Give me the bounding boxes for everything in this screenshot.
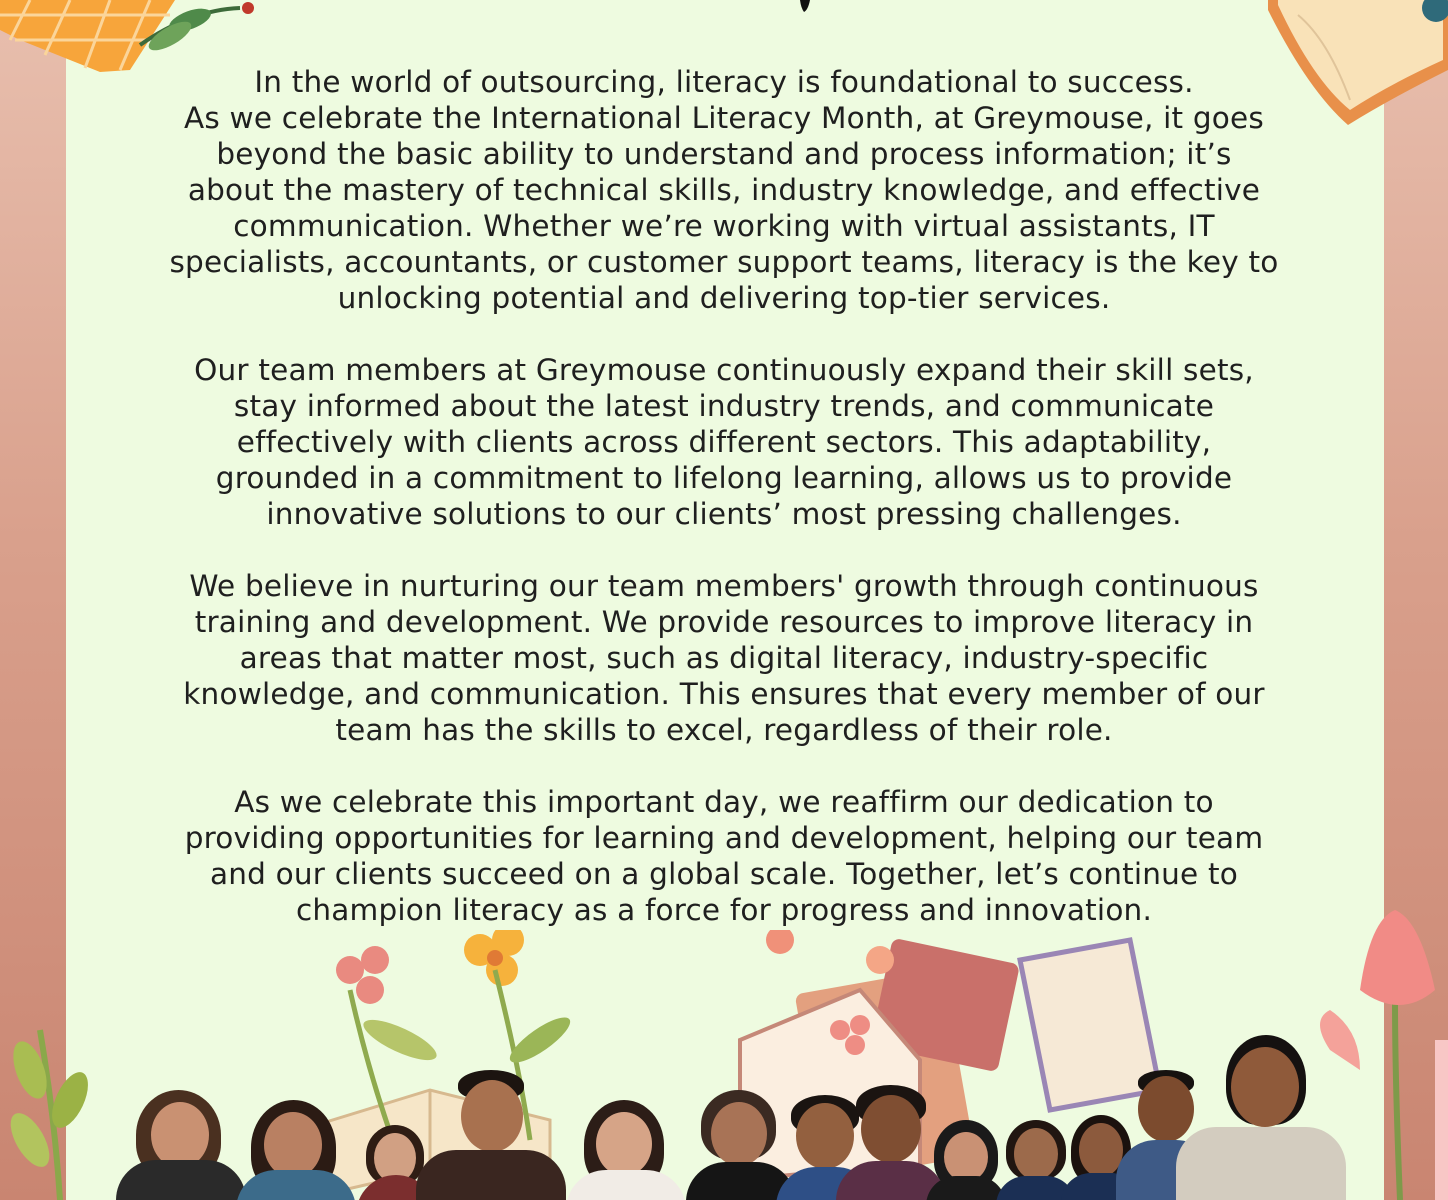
team-photo: [66, 930, 1384, 1200]
text-line: unlocking potential and delivering top-tier services.: [337, 281, 1111, 315]
text-line: effectively with clients across different sectors. This adaptability,: [236, 425, 1212, 459]
team-member: [926, 1120, 1006, 1200]
text-line: about the mastery of technical skills, industry knowledge, and effective: [187, 173, 1261, 207]
text-line: specialists, accountants, or customer support teams, literacy is the key to: [169, 245, 1279, 279]
text-line: As we celebrate this important day, we reaffirm our dedication to: [234, 785, 1214, 819]
text-line: stay informed about the latest industry trends, and communicate: [233, 389, 1215, 423]
paragraph-3: [110, 568, 1338, 748]
text-line: knowledge, and communication. This ensures that every member of our: [183, 677, 1265, 711]
paragraph-4: [110, 784, 1338, 928]
team-member: [1176, 1035, 1346, 1200]
text-line: champion literacy as a force for progress and innovation.: [295, 893, 1153, 927]
text-line: innovative solutions to our clients’ most pressing challenges.: [266, 497, 1182, 531]
team-member: [236, 1100, 356, 1200]
text-line: Our team members at Greymouse continuously expand their skill sets,: [194, 353, 1254, 387]
team-member: [566, 1100, 686, 1200]
text-line: beyond the basic ability to understand and process information; it’s: [216, 137, 1232, 171]
paragraph-1: [110, 64, 1338, 316]
team-member: [416, 1070, 566, 1200]
text-line: As we celebrate the International Literacy Month, at Greymouse, it goes: [184, 101, 1264, 135]
text-line: We believe in nurturing our team members' growth through continuous: [189, 569, 1259, 603]
text-line: communication. Whether we’re working with virtual assistants, IT: [233, 209, 1215, 243]
text-line: grounded in a commitment to lifelong learning, allows us to provide: [215, 461, 1233, 495]
team-member: [116, 1090, 246, 1200]
article-body: [110, 64, 1338, 964]
text-line: areas that matter most, such as digital literacy, industry-specific: [239, 641, 1209, 675]
text-line: and our clients succeed on a global scale. Together, let’s continue to: [209, 857, 1239, 891]
text-line: In the world of outsourcing, literacy is foundational to success.: [254, 65, 1194, 99]
text-line: team has the skills to excel, regardless of their role.: [335, 713, 1113, 747]
paragraph-2: [110, 352, 1338, 532]
ink-drop-icon: [796, 0, 816, 14]
text-line: providing opportunities for learning and development, helping our team: [184, 821, 1264, 855]
text-line: training and development. We provide resources to improve literacy in: [194, 605, 1254, 639]
